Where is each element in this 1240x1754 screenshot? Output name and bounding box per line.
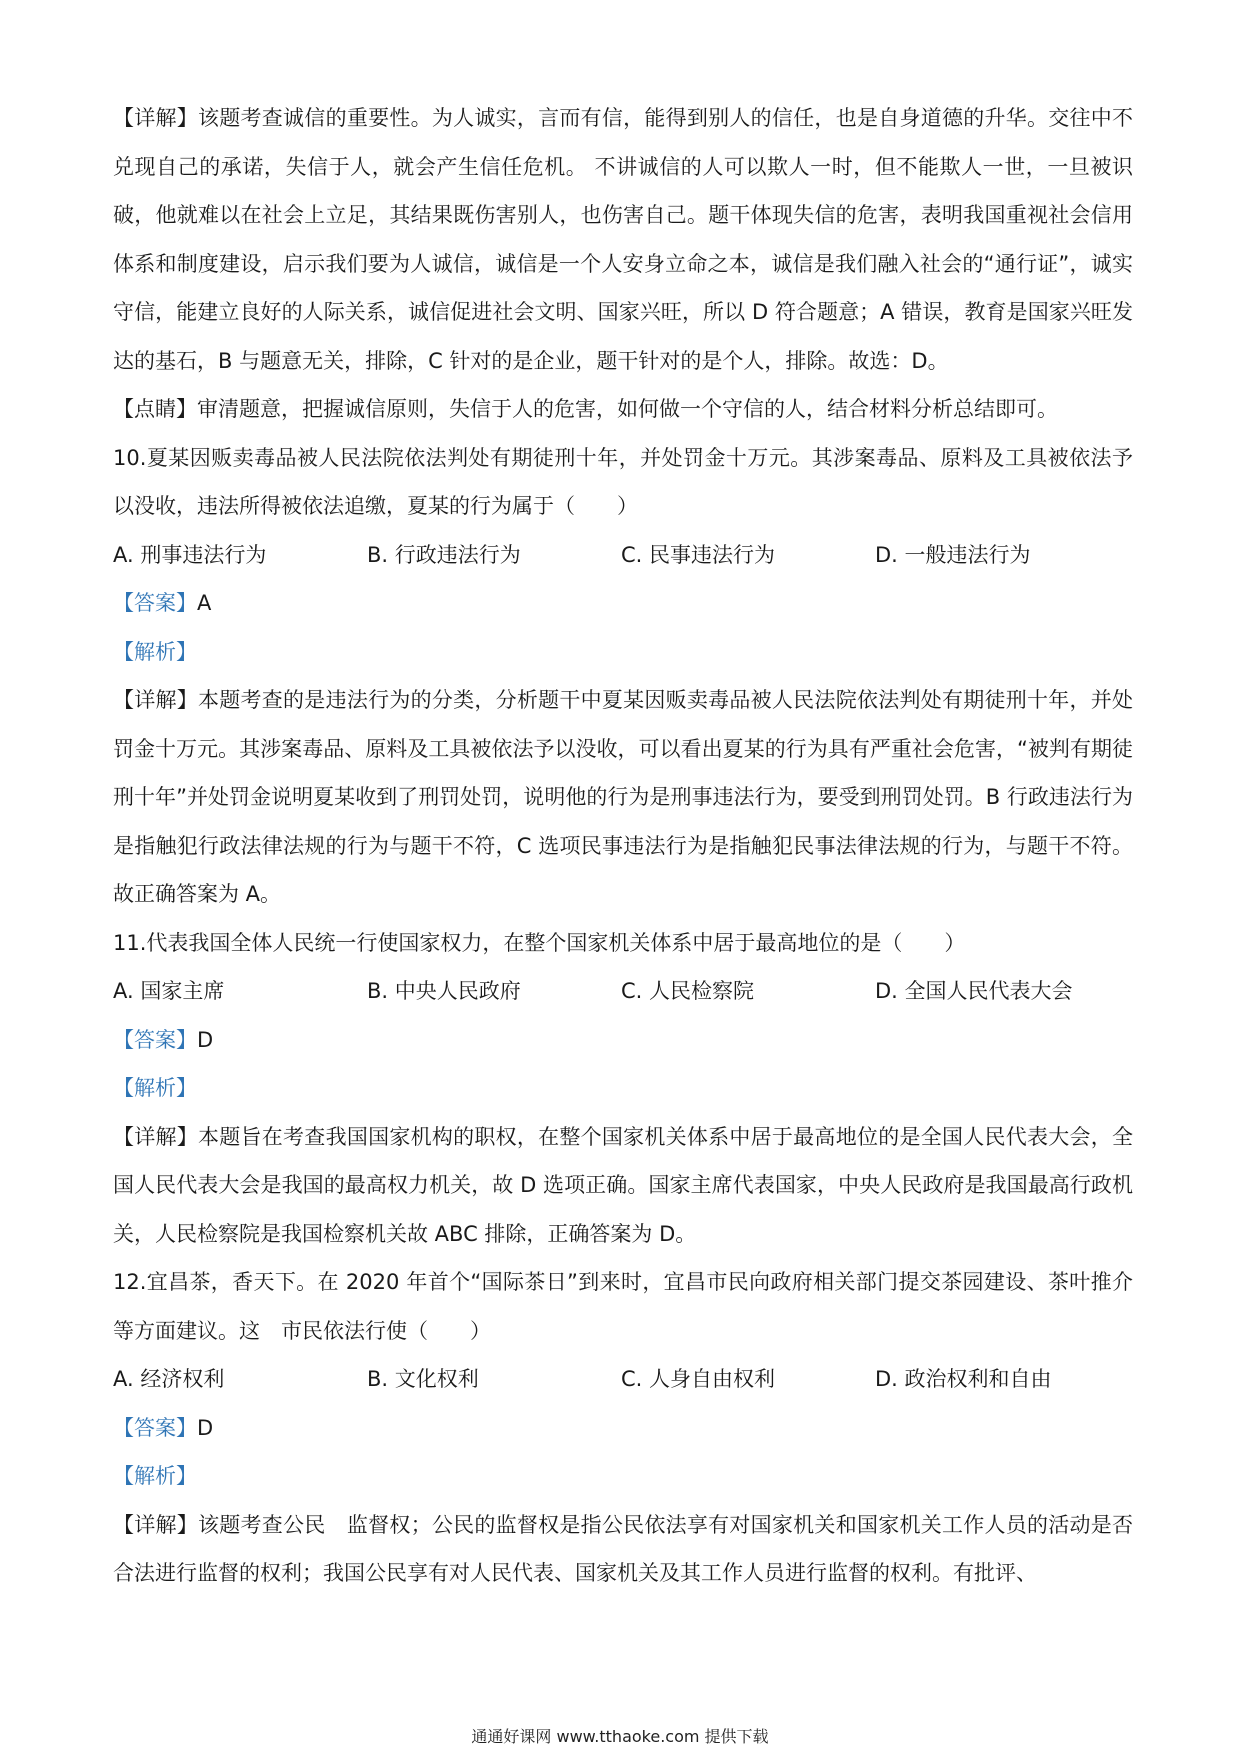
question-stem <box>113 1258 1133 1355</box>
answer-options <box>113 531 1133 580</box>
section-tag: 【详解】 <box>113 106 199 130</box>
answer-option: D. 一般违法行为 <box>875 542 1031 567</box>
page-footer: 通通好课网 www.tthaoke.com 提供下载 <box>471 1727 769 1746</box>
explanation-paragraph <box>113 579 1133 628</box>
answer-option: B. 文化权利 <box>367 1367 479 1391</box>
answer-option: A. 经济权利 <box>113 1367 225 1391</box>
section-tag: 【答案】 <box>113 1415 197 1440</box>
explanation-paragraph <box>113 1452 1133 1501</box>
paragraph-text: 该题考查公民 监督权；公民的监督权是指公民依法享有对国家机关和国家机关工作人员的活动是否合法进行监督的权利；我国公民享有对人民代表、国家机关及其工作人员进行监督的权利。有批评、 <box>113 1512 1134 1585</box>
section-tag: 【答案】 <box>113 591 197 615</box>
answer-option: C. 人民检察院 <box>621 979 755 1003</box>
paragraph-text: A <box>197 591 212 615</box>
answer-option: B. 中央人民政府 <box>367 979 521 1003</box>
paragraph-text: 审清题意，把握诚信原则，失信于人的危害，如何做一个守信的人，结合材料分析总结即可。 <box>197 397 1058 421</box>
explanation-paragraph <box>113 1501 1133 1598</box>
answer-option: A. 刑事违法行为 <box>113 542 267 567</box>
explanation-paragraph <box>113 1016 1133 1065</box>
paragraph-text: 本题旨在考查我国国家机构的职权，在整个国家机关体系中居于最高地位的是全国人民代表大会，全国人民代表大会是我国的最高权力机关，故 D 选项正确。国家主席代表国家，中央人民政府是我国最高行政机关，人民检察院是我国检察机关故 ABC 排除，正确答案为 D。 <box>113 1124 1134 1246</box>
section-tag: 【详解】 <box>113 1512 199 1537</box>
explanation-paragraph <box>113 1064 1133 1113</box>
section-tag: 【解析】 <box>113 1076 197 1100</box>
question-stem <box>113 919 1133 968</box>
explanation-paragraph <box>113 628 1133 677</box>
explanation-paragraph <box>113 676 1133 919</box>
question-stem <box>113 434 1133 531</box>
answer-option: A. 国家主席 <box>113 979 225 1003</box>
answer-options <box>113 1355 1133 1404</box>
paragraph-text: D <box>197 1415 214 1440</box>
section-tag: 【解析】 <box>113 639 197 664</box>
answer-option: B. 行政违法行为 <box>367 542 521 567</box>
answer-option: D. 全国人民代表大会 <box>875 979 1073 1003</box>
paragraph-text: 该题考查诚信的重要性。为人诚实，言而有信，能得到别人的信任，也是自身道德的升华。交往中不兑现自己的承诺，失信于人，就会产生信任危机。 不讲诚信的人可以欺人一时，但不能欺人一世，一旦被识破，他就难以在社会上立足，其结果既伤害别人，也伤害自己。题干体现失信的危害，表明我国重视社会信用体系和制度建设，启示我们要为人诚信，诚信是一个人安身立命之本，诚信是我们融入社会的“通行证”，诚实守信，能建立良好的人际关系，诚信促进社会文明、国家兴旺，所以 D 符合题意；A 错误，教育是国家兴旺发达的基石，B 与题意无关，排除，C 针对的是企业，题干针对的是个人，排除。故选：D。 <box>113 106 1134 373</box>
answer-option: D. 政治权利和自由 <box>875 1367 1052 1391</box>
document-body <box>113 94 1133 1598</box>
section-tag: 【答案】 <box>113 1027 197 1052</box>
paragraph-text: 10.夏某因贩卖毒品被人民法院依法判处有期徒刑十年，并处罚金十万元。其涉案毒品、原料及工具被依法予以没收，违法所得被依法追缴，夏某的行为属于（ ） <box>113 445 1133 518</box>
answer-option: C. 民事违法行为 <box>621 542 776 567</box>
paragraph-text: 本题考查的是违法行为的分类，分析题干中夏某因贩卖毒品被人民法院依法判处有期徒刑十年，并处罚金十万元。其涉案毒品、原料及工具被依法予以没收，可以看出夏某的行为具有严重社会危害，“被判有期徒刑十年”并处罚金说明夏某收到了刑罚处罚，说明他的行为是刑事违法行为，要受到刑罚处罚。B 行政违法行为是指触犯行政法律法规的行为与题干不符，C 选项民事违法行为是指触犯民事法律法规的行为，与题干不符。故正确答案为 A。 <box>113 688 1134 906</box>
paragraph-text: D <box>197 1027 214 1052</box>
paragraph-text: 11.代表我国全体人民统一行使国家权力，在整个国家机关体系中居于最高地位的是（ ） <box>113 930 966 955</box>
answer-options <box>113 967 1133 1016</box>
section-tag: 【详解】 <box>113 1124 199 1149</box>
explanation-paragraph <box>113 385 1133 434</box>
paragraph-text: 12.宜昌茶，香天下。在 2020 年首个“国际茶日”到来时，宜昌市民向政府相关部门提交茶园建设、茶叶推介等方面建议。这 市民依法行使（ ） <box>113 1270 1133 1343</box>
section-tag: 【详解】 <box>113 688 199 712</box>
answer-option: C. 人身自由权利 <box>621 1367 776 1391</box>
explanation-paragraph <box>113 1113 1133 1259</box>
explanation-paragraph <box>113 94 1133 385</box>
explanation-paragraph <box>113 1404 1133 1453</box>
section-tag: 【解析】 <box>113 1464 197 1488</box>
section-tag: 【点睛】 <box>113 397 197 421</box>
